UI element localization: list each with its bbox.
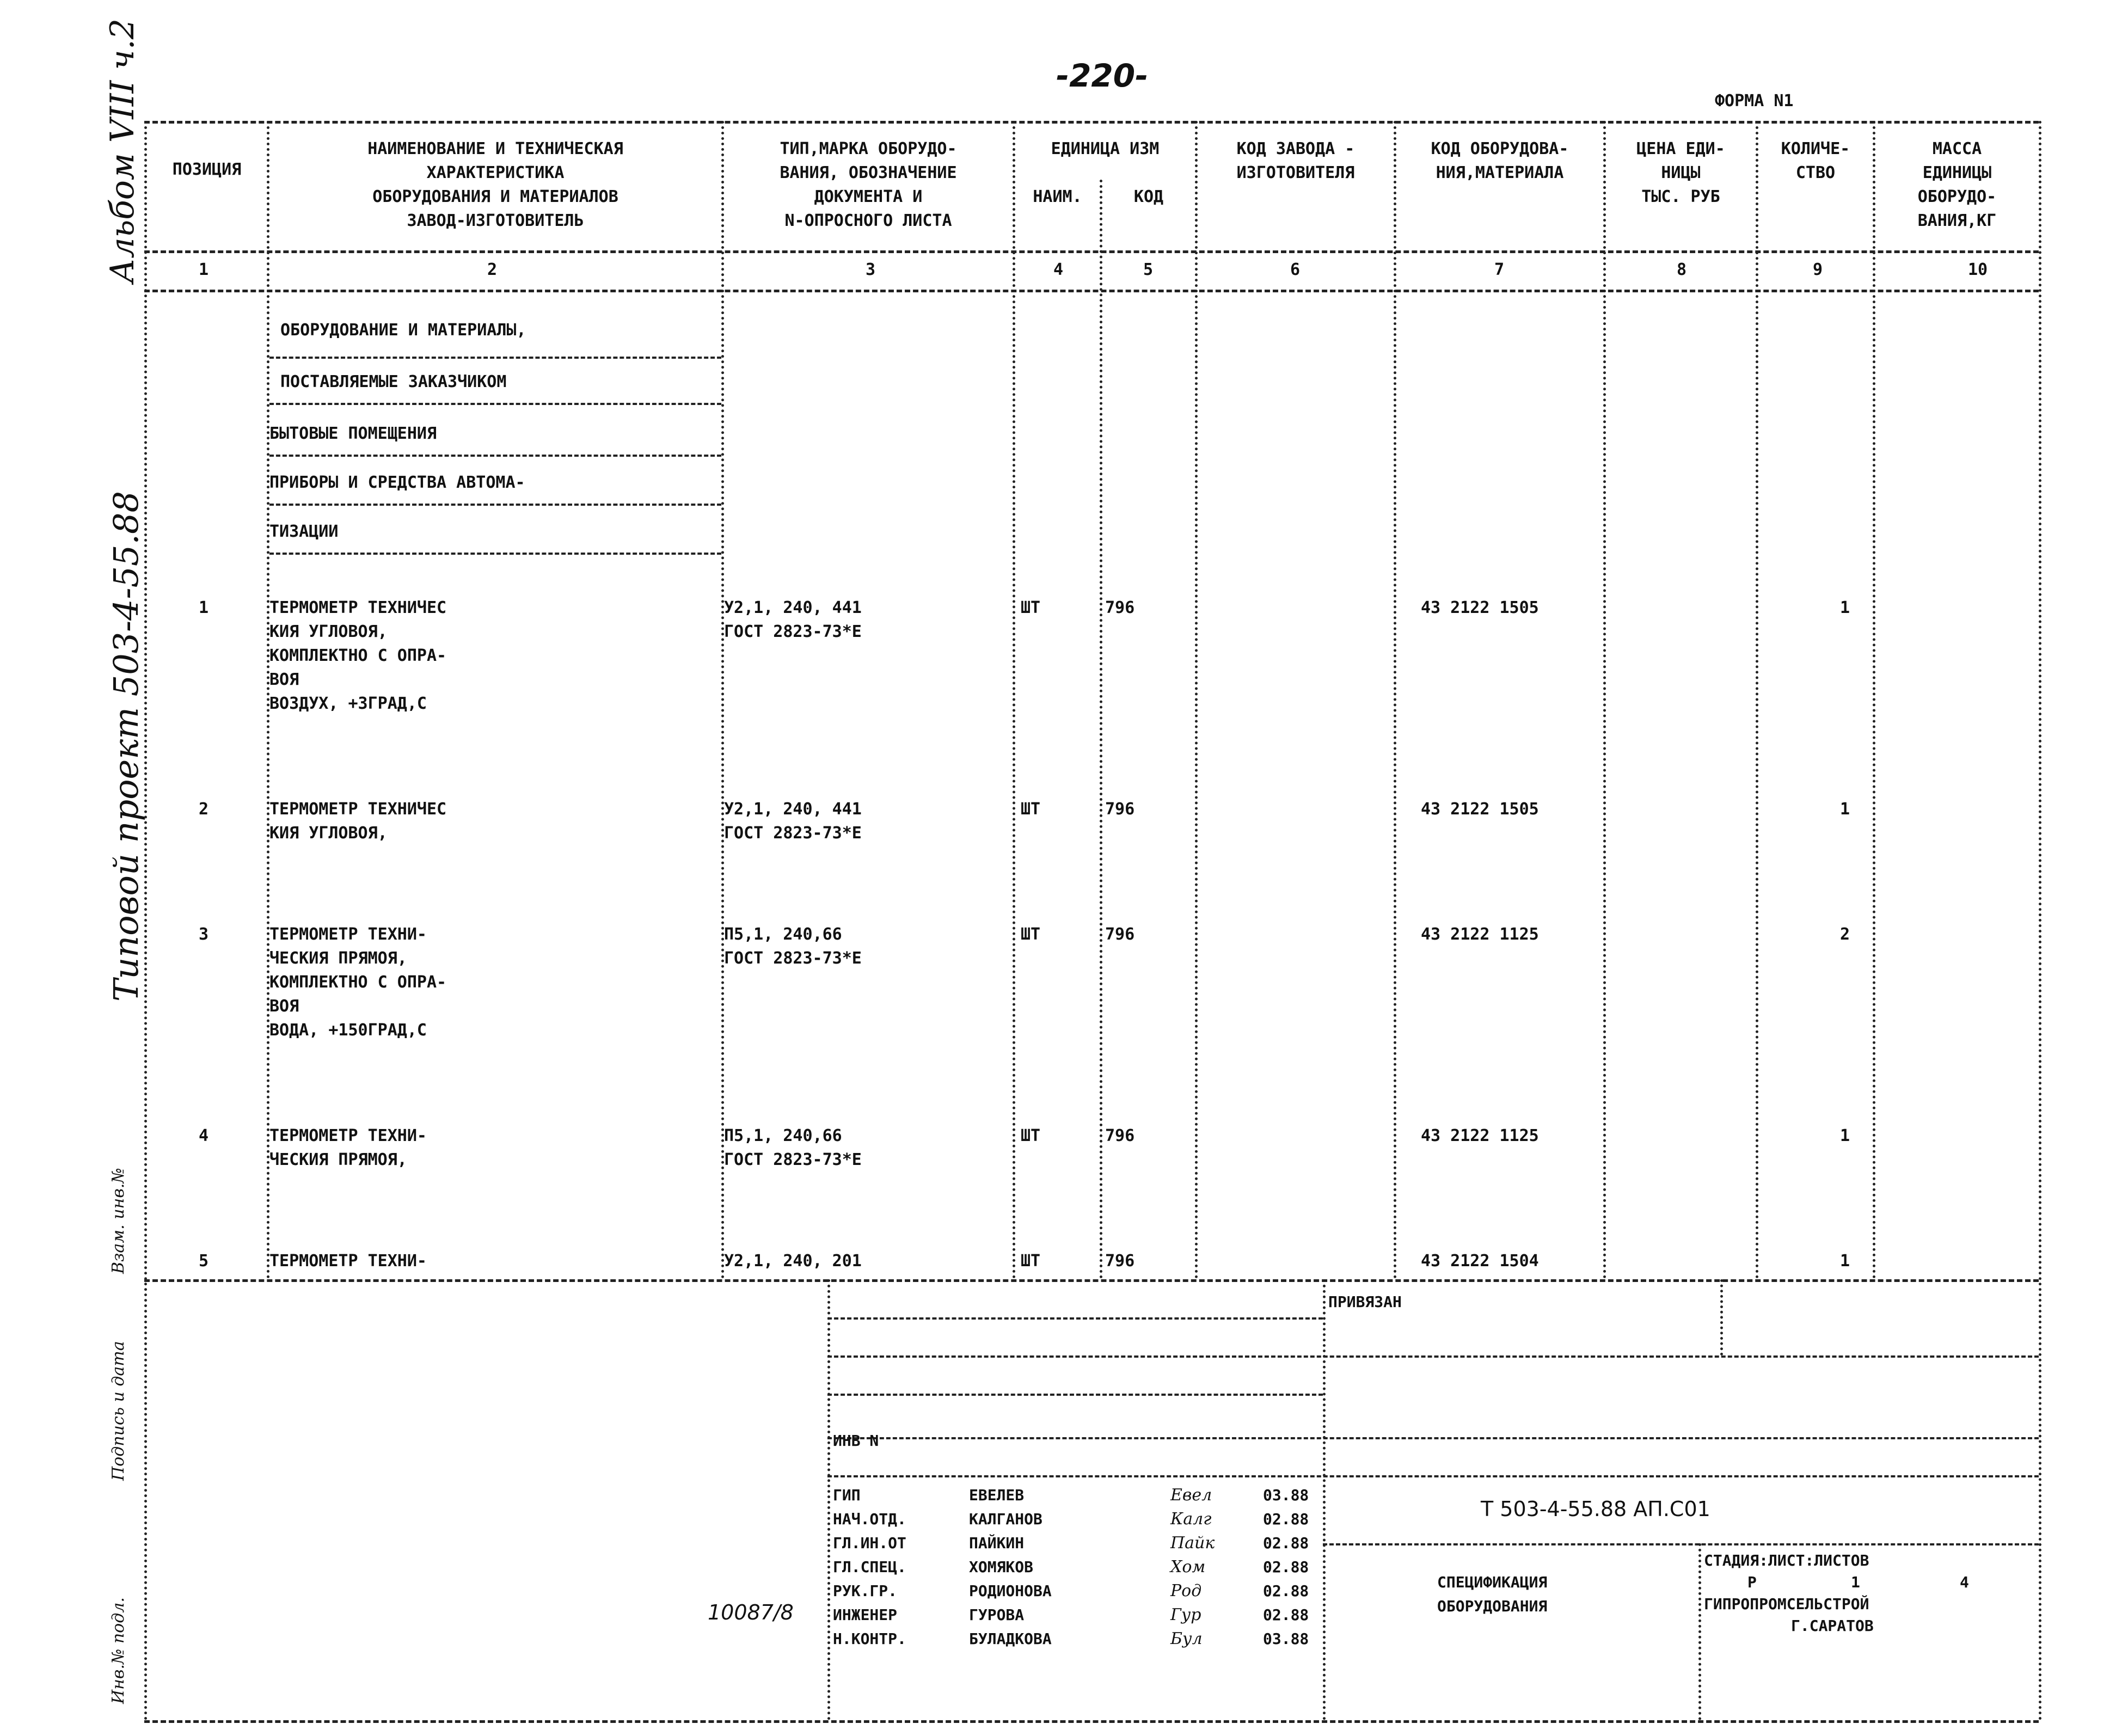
table-row-name: ТЕРМОМЕТР ТЕХНИЧЕС КИЯ УГЛОВОЯ, — [269, 800, 447, 843]
table-row-position: 3 — [199, 925, 209, 944]
col-divider-9 — [1873, 121, 1875, 1279]
header-price: ЦЕНА ЕДИ- НИЦЫ ТЫС. РУБ — [1636, 139, 1725, 206]
header-position: ПОЗИЦИЯ — [172, 160, 242, 179]
stamp-divider-h — [827, 1437, 2039, 1439]
section-title: ПРИБОРЫ И СРЕДСТВА АВТОМА- — [269, 473, 525, 492]
section-divider — [269, 455, 721, 457]
staff-signatures: Евел Калг Пайк Хом Род Гур Бул — [1170, 1486, 1215, 1648]
header-unit: ЕДИНИЦА ИЗМ — [1051, 139, 1160, 158]
colnum-6: 6 — [1290, 260, 1301, 279]
document-title: СПЕЦИФИКАЦИЯ ОБОРУДОВАНИЯ — [1437, 1573, 1548, 1615]
section-divider — [269, 403, 721, 405]
table-row-type: У2,1, 240, 201 — [724, 1252, 862, 1271]
header-unit-name: НАИМ. — [1033, 187, 1082, 206]
col-divider-7 — [1603, 121, 1606, 1279]
stamp-divider-h — [1323, 1543, 2039, 1545]
table-row-quantity: 2 — [1840, 925, 1850, 944]
stamp-bottom-border — [144, 1720, 2039, 1723]
table-row-position: 5 — [199, 1252, 209, 1271]
section-title: ОБОРУДОВАНИЕ И МАТЕРИАЛЫ, — [280, 321, 526, 340]
staff-dates: 03.88 02.88 02.88 02.88 02.88 02.88 03.88 — [1263, 1486, 1309, 1648]
col-divider-3 — [1013, 121, 1015, 1279]
section-title: БЫТОВЫЕ ПОМЕЩЕНИЯ — [269, 424, 437, 443]
stamp-label-replace: Взам. инв.№ — [109, 1168, 128, 1274]
table-row-type: П5,1, 240,66 ГОСТ 2823-73*Е — [724, 1126, 862, 1169]
table-row-name: ТЕРМОМЕТР ТЕХНИ- ЧЕСКИЯ ПРЯМОЯ, КОМПЛЕКТНО С ОПРА- ВОЯ ВОДА, +150ГРАД,С — [269, 925, 447, 1040]
table-row-code: 796 — [1105, 1126, 1135, 1145]
document-code: Т 503-4-55.88 АП.С01 — [1481, 1497, 1710, 1521]
colnum-5: 5 — [1143, 260, 1154, 279]
table-row-quantity: 1 — [1840, 800, 1850, 819]
form-label: ФОРМА N1 — [1715, 91, 1794, 111]
section-divider — [269, 357, 721, 359]
table-row-quantity: 1 — [1840, 1252, 1850, 1271]
table-row-equipment-code: 43 2122 1505 — [1421, 598, 1539, 617]
table-row-equipment-code: 43 2122 1125 — [1421, 925, 1539, 944]
organization-city: Г.САРАТОВ — [1791, 1617, 1874, 1635]
section-title: ПОСТАВЛЯЕМЫЕ ЗАКАЗЧИКОМ — [280, 372, 507, 391]
page-number: -220- — [1056, 57, 1149, 94]
table-row-code: 796 — [1105, 800, 1135, 819]
project-label: Типовой проект 503-4-55.88 — [106, 491, 146, 1002]
table-row-code: 796 — [1105, 925, 1135, 944]
stamp-divider — [1323, 1279, 1326, 1720]
stamp-divider-h — [827, 1475, 2039, 1477]
bound-label: ПРИВЯЗАН — [1328, 1293, 1402, 1311]
staff-names: ЕВЕЛЕВ КАЛГАНОВ ПАЙКИН ХОМЯКОВ РОДИОНОВА ГУРОВА БУЛАДКОВА — [969, 1486, 1052, 1648]
table-row-type: У2,1, 240, 441 ГОСТ 2823-73*Е — [724, 800, 862, 843]
header-mass: МАССА ЕДИНИЦЫ ОБОРУДО- ВАНИЯ,КГ — [1917, 139, 1997, 230]
header-quantity: КОЛИЧЕ- СТВО — [1781, 139, 1850, 182]
table-bottom-border — [144, 1279, 2039, 1282]
colnum-4: 4 — [1053, 260, 1064, 279]
staff-roles: ГИП НАЧ.ОТД. ГЛ.ИН.ОТ ГЛ.СПЕЦ. РУК.ГР. ИНЖЕНЕР Н.КОНТР. — [833, 1486, 906, 1648]
table-row-equipment-code: 43 2122 1504 — [1421, 1252, 1539, 1271]
header-bottom-border — [144, 250, 2039, 253]
stamp-divider-h — [827, 1317, 1323, 1320]
table-row-code: 796 — [1105, 598, 1135, 617]
sheet-value: 1 — [1851, 1573, 1860, 1591]
header-equipment-code: КОД ОБОРУДОВА- НИЯ,МАТЕРИАЛА — [1431, 139, 1569, 182]
header-type: ТИП,МАРКА ОБОРУДО- ВАНИЯ, ОБОЗНАЧЕНИЕ ДОКУМЕНТА И N-ОПРОСНОГО ЛИСТА — [780, 139, 957, 230]
sheets-value: 4 — [1960, 1573, 1969, 1591]
section-divider — [269, 553, 721, 555]
stamp-org-divider — [1698, 1543, 1701, 1720]
table-row-equipment-code: 43 2122 1505 — [1421, 800, 1539, 819]
colnum-7: 7 — [1494, 260, 1505, 279]
stage-value: Р — [1747, 1573, 1757, 1591]
table-row-quantity: 1 — [1840, 598, 1850, 617]
table-row-quantity: 1 — [1840, 1126, 1850, 1145]
table-row-name: ТЕРМОМЕТР ТЕХНИ- ЧЕСКИЯ ПРЯМОЯ, — [269, 1126, 427, 1169]
stamp-left-border — [827, 1279, 830, 1720]
colnum-3: 3 — [866, 260, 876, 279]
header-unit-code: КОД — [1133, 187, 1164, 206]
table-row-type: У2,1, 240, 441 ГОСТ 2823-73*Е — [724, 598, 862, 641]
table-right-border — [2039, 121, 2041, 1721]
table-row-unit: ШТ — [1021, 800, 1041, 819]
table-row-position: 4 — [199, 1126, 209, 1145]
organization: ГИПРОПРОМСЕЛЬСТРОЙ — [1704, 1595, 1869, 1613]
archive-number: 10087/8 — [708, 1600, 794, 1624]
stage-header: СТАДИЯ:ЛИСТ:ЛИСТОВ — [1704, 1551, 1869, 1569]
album-label: Альбом VIII ч.2 — [103, 19, 142, 283]
table-row-position: 2 — [199, 800, 209, 819]
table-row-position: 1 — [199, 598, 209, 617]
section-divider — [269, 504, 721, 506]
table-row-equipment-code: 43 2122 1125 — [1421, 1126, 1539, 1145]
table-top-border — [144, 121, 2039, 124]
colnum-1: 1 — [199, 260, 209, 279]
header-factory-code: КОД ЗАВОДА - ИЗГОТОВИТЕЛЯ — [1236, 139, 1355, 182]
stamp-divider-h — [827, 1355, 2039, 1358]
colnum-8: 8 — [1677, 260, 1687, 279]
col-divider-8 — [1756, 121, 1758, 1279]
colnum-9: 9 — [1813, 260, 1823, 279]
stamp-label-sign: Подпись и дата — [109, 1341, 128, 1481]
section-title: ТИЗАЦИИ — [269, 522, 339, 541]
colnum-2: 2 — [487, 260, 498, 279]
colnum-10: 10 — [1968, 260, 1988, 279]
table-row-code: 796 — [1105, 1252, 1135, 1271]
table-row-unit: ШТ — [1021, 1126, 1041, 1145]
table-row-unit: ШТ — [1021, 1252, 1041, 1271]
table-row-unit: ШТ — [1021, 598, 1041, 617]
inv-label: ИНВ N — [833, 1432, 879, 1450]
stamp-divider-h — [827, 1394, 1323, 1396]
table-row-name: ТЕРМОМЕТР ТЕХНИЧЕС КИЯ УГЛОВОЯ, КОМПЛЕКТНО С ОПРА- ВОЯ ВОЗДУХ, +3ГРАД,С — [269, 598, 447, 713]
table-row-name: ТЕРМОМЕТР ТЕХНИ- — [269, 1252, 427, 1271]
table-left-border — [144, 121, 147, 1721]
stamp-stage-divider — [1720, 1279, 1723, 1355]
colnum-bottom-border — [144, 290, 2039, 292]
col-divider-2 — [721, 121, 724, 1279]
col-divider-4 — [1100, 180, 1102, 1279]
table-row-type: П5,1, 240,66 ГОСТ 2823-73*Е — [724, 925, 862, 968]
header-name: НАИМЕНОВАНИЕ И ТЕХНИЧЕСКАЯ ХАРАКТЕРИСТИКА ОБОРУДОВАНИЯ И МАТЕРИАЛОВ ЗАВОД-ИЗГОТОВИТЕЛЬ — [367, 139, 623, 230]
table-row-unit: ШТ — [1021, 925, 1041, 944]
col-divider-5 — [1195, 121, 1198, 1279]
col-divider-6 — [1394, 121, 1396, 1279]
stamp-label-inv: Инв.№ подл. — [109, 1597, 128, 1704]
